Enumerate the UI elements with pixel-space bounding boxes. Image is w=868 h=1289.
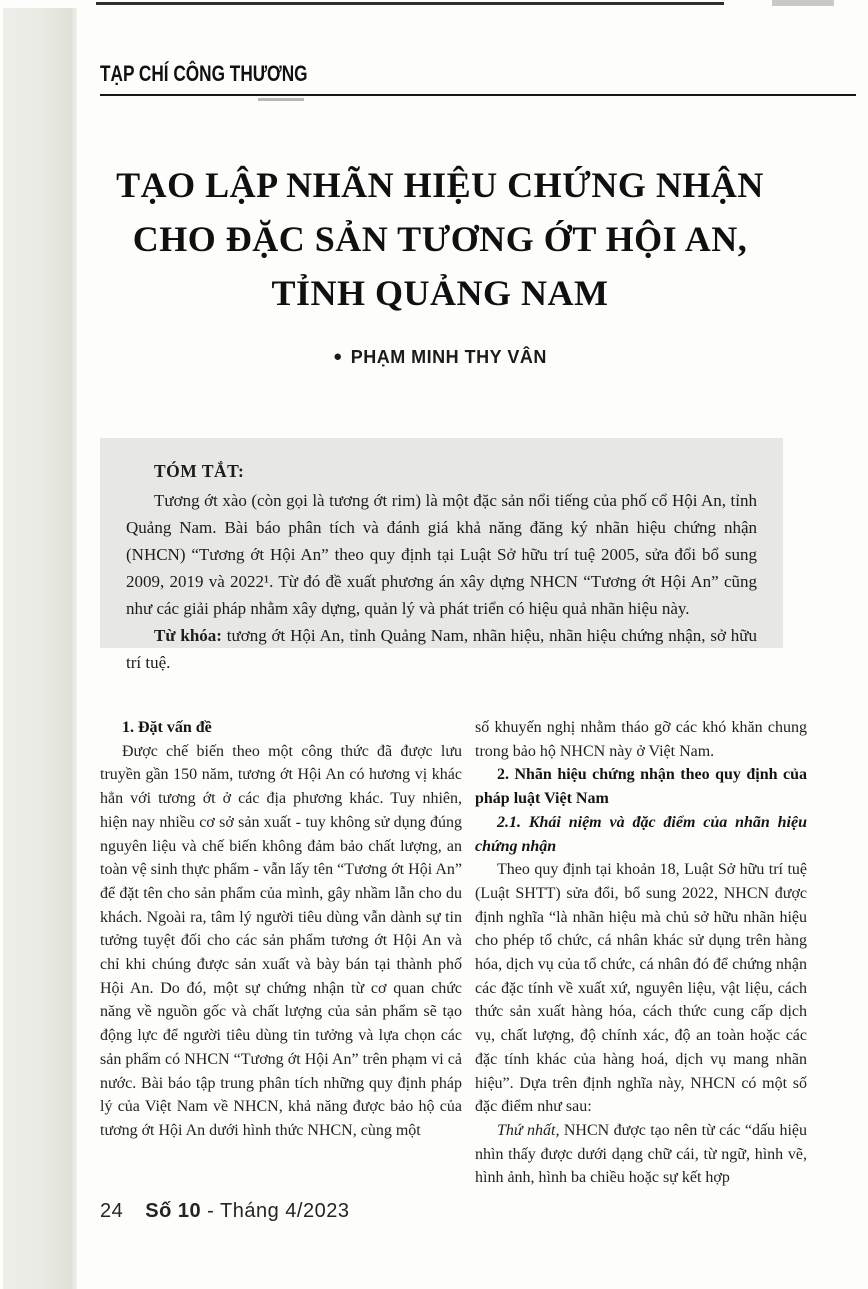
body-column-left	[100, 716, 462, 1190]
page-footer	[100, 1200, 349, 1223]
author-bullet-icon: ●	[333, 348, 343, 365]
abstract-box	[100, 438, 783, 672]
keywords-text: tương ớt Hội An, tỉnh Quảng Nam, nhãn hiệu, nhãn hiệu chứng nhận, sở hữu trí tuệ.	[126, 626, 757, 672]
body-columns	[100, 716, 807, 1190]
body-column-right	[475, 716, 807, 1190]
article-title-line-3: TỈNH QUẢNG NAM	[271, 273, 609, 313]
keywords-label: Từ khóa:	[154, 626, 222, 645]
author-name: PHẠM MINH THY VÂN	[350, 347, 547, 367]
section-1-heading: 1. Đặt vấn đề	[122, 719, 212, 736]
journal-header-rule-smudge	[258, 98, 304, 101]
first-point-rest: NHCN được tạo nên từ các “dấu hiệu nhìn thấy được dưới dạng chữ cái, từ ngữ, hình vẽ, hình ảnh, hình ba chiều hoặc sự kết hợp	[475, 1121, 807, 1187]
first-point-paragraph	[475, 1119, 807, 1190]
section-1-paragraph: Được chế biến theo một công thức đã được lưu truyền gần 150 năm, tương ớt Hội An có hương vị khác hẳn với tương ớt ở các địa phương khác. Tuy nhiên, hiện nay nhiều cơ sở sản xuất - tuy không sử dụng đúng nguyên liệu và chế biến không đảm bảo chất lượng, an toàn vệ sinh thực phẩm - vẫn lấy tên “Tương ớt Hội An” để đặt tên cho sản phẩm của mình, gây nhầm lẫn cho du khách. Ngoài ra, tâm lý người tiêu dùng vẫn dành sự tin tưởng tuyệt đối cho các sản phẩm tương ớt Hội An và chỉ khi chúng được sản xuất và bày bán tại thành phố Hội An. Do đó, một sự chứng nhận từ cơ quan chức năng về nguồn gốc và chất lượng của sản phẩm sẽ tạo động lực để người tiêu dùng tin tưởng và lựa chọn các sản phẩm có NHCN “Tương ớt Hội An” trên phạm vi cả nước. Bài báo tập trung phân tích những quy định pháp lý của Việt Nam về NHCN, khả năng được bảo hộ của tương ớt Hội An dưới hình thức NHCN, cùng một	[100, 742, 462, 1139]
first-point-lead: Thứ nhất,	[497, 1121, 560, 1139]
scan-artifact-top-line	[96, 2, 724, 5]
abstract-heading: TÓM TẮT:	[154, 461, 245, 481]
article-title-line-2: CHO ĐẶC SẢN TƯƠNG ỚT HỘI AN,	[132, 219, 748, 259]
section-2-1-heading: 2.1. Khái niệm và đặc điểm của nhãn hiệu chứng nhận	[475, 813, 807, 855]
journal-header-rule	[100, 94, 856, 96]
journal-name: TẠP CHÍ CÔNG THƯƠNG	[100, 62, 308, 87]
issue-date: - Tháng 4/2023	[201, 1200, 350, 1222]
author-line	[90, 347, 790, 368]
article-title-line-1: TẠO LẬP NHÃN HIỆU CHỨNG NHẬN	[116, 165, 764, 205]
continued-paragraph: số khuyến nghị nhằm tháo gỡ các khó khăn chung trong bảo hộ NHCN này ở Việt Nam.	[475, 719, 807, 760]
section-2-1-paragraph: Theo quy định tại khoản 18, Luật Sở hữu trí tuệ (Luật SHTT) sửa đổi, bổ sung 2022, NHCN được định nghĩa “là nhãn hiệu mà chủ sở hữu nhãn hiệu cho phép tổ chức, cá nhân khác sử dụng trên hàng hóa, dịch vụ của tổ chức, cá nhân đó để chứng nhận các đặc tính về xuất xứ, nguyên liệu, vật liệu, cách thức sản xuất hàng hóa, cách thức cung cấp dịch vụ, chất lượng, độ chính xác, độ an toàn hoặc các đặc tính khác của hàng hoá, dịch vụ mang nhãn hiệu”. Dựa trên định nghĩa này, NHCN có một số đặc điểm như sau:	[475, 861, 807, 1116]
page-number: 24	[100, 1200, 124, 1222]
abstract-body: Tương ớt xào (còn gọi là tương ớt rim) là một đặc sản nổi tiếng của phố cổ Hội An, tỉnh Quảng Nam. Bài báo phân tích và đánh giá khả năng đăng ký nhãn hiệu chứng nhận (NHCN) “Tương ớt Hội An” theo quy định tại Luật Sở hữu trí tuệ 2005, sửa đổi bổ sung 2009, 2019 và 2022¹. Từ đó đề xuất phương án xây dựng NHCN “Tương ớt Hội An” cũng như các giải pháp nhằm xây dựng, quản lý và phát triển có hiệu quả nhãn hiệu này.	[126, 491, 757, 618]
scan-artifact-left-strip	[3, 8, 77, 1289]
section-2-heading: 2. Nhãn hiệu chứng nhận theo quy định của pháp luật Việt Nam	[475, 766, 807, 808]
article-title	[90, 158, 790, 320]
abstract-keywords	[126, 622, 757, 676]
scan-artifact-top-smudge	[772, 0, 834, 6]
issue-label: Số 10	[145, 1200, 202, 1222]
